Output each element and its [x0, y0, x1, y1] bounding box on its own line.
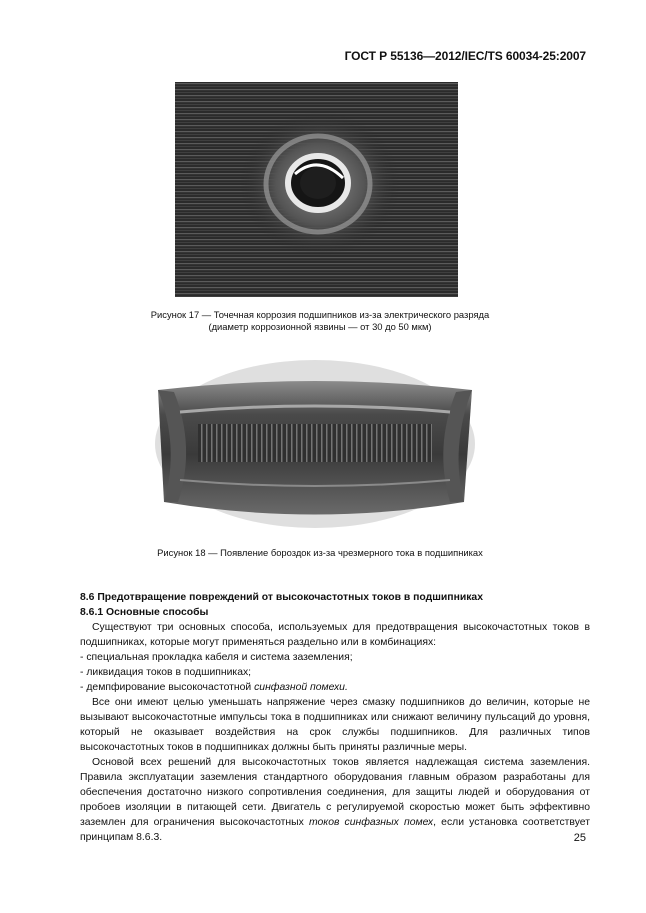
document-header: ГОСТ Р 55136—2012/IEC/TS 60034-25:2007 — [344, 49, 586, 63]
list-item: - ликвидация токов в подшипниках; — [80, 667, 252, 678]
paragraph-3-term: токов синфазных помех — [308, 817, 434, 828]
paragraph-1: Существуют три основных способа, используемых для предотвращения высокочастотных токов в подшипниках, которые могут применяться раздельно или в комбинациях: — [80, 622, 590, 648]
paragraph-2: Все они имеют целью уменьшать напряжение через смазку подшипников до величин, которые не вызывают высокочастотные импульсы тока в подшипниках или снижают величину пульсаций до уровня, который не оказывает воздействия на срок службы подшипников. Для различных типов высокочастотных токов в подшипниках должны быть приняты различные меры. — [80, 697, 590, 753]
paragraph-3 — [80, 755, 590, 845]
corrosion-pit-image — [175, 82, 458, 297]
figure-17-caption-line1: Рисунок 17 — Точечная коррозия подшипников из-за электрического разряда — [150, 309, 490, 320]
figure-18-photo — [150, 352, 480, 534]
subsection-heading: 8.6.1 Основные способы — [80, 607, 209, 618]
section-8-6 — [80, 590, 590, 845]
list-item — [80, 680, 590, 695]
figure-17-photo — [175, 82, 458, 297]
section-heading: 8.6 Предотвращение повреждений от высокочастотных токов в подшипниках — [80, 592, 483, 603]
list-item: - специальная прокладка кабеля и система заземления; — [80, 652, 353, 663]
page-number: 25 — [573, 832, 586, 844]
list-item-text: - демпфирование высокочастотной — [80, 682, 255, 693]
list-item-term: синфазной помехи. — [254, 682, 348, 693]
figure-18-caption: Рисунок 18 — Появление бороздок из-за чрезмерного тока в подшипниках — [157, 547, 483, 558]
bearing-fluting-image — [150, 352, 480, 534]
figure-17-caption-line2: (диаметр коррозионной язвины — от 30 до 50 мкм) — [208, 321, 432, 332]
paragraph-3-text: Основой всех решений для высокочастотных токов является надлежащая система заземления. Правила эксплуатации заземления стандартного оборудования главным образом разработаны для обеспечения достаточно низкого сопротивления соединения, для защиты людей и оборудования от пробоев изоляции в питающей сети. Двигатель с регулируемой скоростью может быть эффективно заземлен для ограничения высокочастотных — [80, 757, 590, 828]
paragraph-3-end: , если установка соответствует принципам 8.6.3. — [80, 817, 590, 843]
figure-17-caption — [120, 309, 520, 333]
